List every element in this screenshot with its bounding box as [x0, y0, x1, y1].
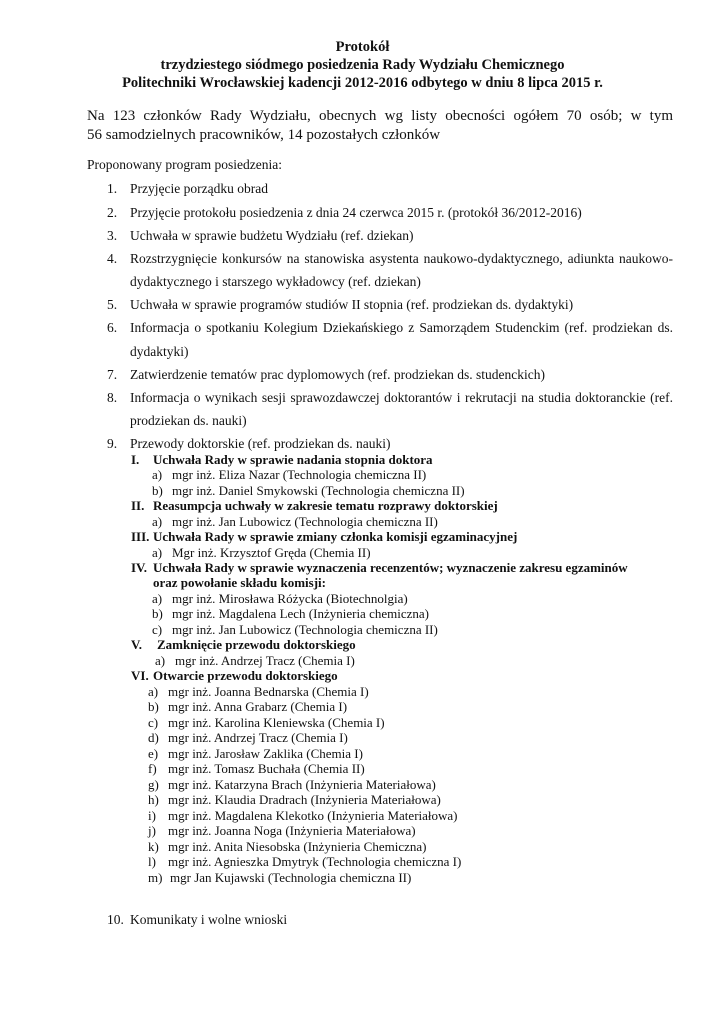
list-item: e) mgr inż. Jarosław Zaklika (Chemia I) — [148, 746, 363, 761]
item-number: 8. — [107, 390, 118, 405]
item-number: 4. — [107, 251, 118, 266]
list-item: f) mgr inż. Tomasz Buchała (Chemia II) — [148, 761, 365, 776]
item-text: Rozstrzygnięcie konkursów na stanowiska asystenta naukowo-dydaktycznego, adiunkta naukowo- — [130, 251, 673, 266]
item-number: 7. — [107, 367, 118, 382]
list-item: m) mgr Jan Kujawski (Technologia chemiczna II) — [148, 870, 412, 885]
document-title: Protokół — [335, 39, 390, 55]
section-title: Zamknięcie przewodu doktorskiego — [157, 637, 356, 652]
attendance-line-2: 56 samodzielnych pracowników, 14 pozostałych członków — [87, 127, 441, 143]
item-number: 2. — [107, 205, 118, 220]
item-text: dydaktycznego i starszego wykładowcy (ref. dziekan) — [130, 274, 421, 289]
section-title-continued: oraz powołanie składu komisji: — [153, 575, 326, 590]
program-label: Proponowany program posiedzenia: — [87, 157, 282, 172]
list-item: k) mgr inż. Anita Niesobska (Inżynieria Chemiczna) — [148, 839, 427, 854]
item-text: Uchwała w sprawie programów studiów II stopnia (ref. prodziekan ds. dydaktyki) — [130, 297, 574, 312]
item-text: prodziekan ds. nauki) — [130, 413, 247, 428]
list-item: b) mgr inż. Magdalena Lech (Inżynieria chemiczna) — [152, 606, 429, 621]
doctoral-section-4 — [131, 560, 628, 576]
list-item: g) mgr inż. Katarzyna Brach (Inżynieria Materiałowa) — [148, 777, 436, 792]
section-numeral: I. — [131, 452, 140, 467]
section-title: Otwarcie przewodu doktorskiego — [153, 668, 338, 683]
list-item: b) mgr inż. Daniel Smykowski (Technologia chemiczna II) — [152, 483, 465, 498]
list-item: h) mgr inż. Klaudia Dradrach (Inżynieria Materiałowa) — [148, 792, 441, 807]
item-text: Przyjęcie protokołu posiedzenia z dnia 24 czerwca 2015 r. (protokół 36/2012-2016) — [130, 205, 582, 220]
item-number: 6. — [107, 320, 118, 335]
list-item: c) mgr inż. Jan Lubowicz (Technologia chemiczna II) — [152, 622, 438, 637]
item-text: Przewody doktorskie (ref. prodziekan ds. nauki) — [130, 436, 391, 451]
item-number: 1. — [107, 181, 118, 196]
doctoral-section-5 — [131, 637, 356, 653]
list-item: c) mgr inż. Karolina Kleniewska (Chemia I) — [148, 715, 385, 730]
list-item: i) mgr inż. Magdalena Klekotko (Inżynieria Materiałowa) — [148, 808, 458, 823]
list-item: b) mgr inż. Anna Grabarz (Chemia I) — [148, 699, 348, 714]
document-subtitle: trzydziestego siódmego posiedzenia Rady Wydziału Chemicznego — [160, 57, 565, 73]
list-item: a) mgr inż. Andrzej Tracz (Chemia I) — [155, 653, 355, 668]
item-text: dydaktyki) — [130, 344, 189, 359]
item-text: Komunikaty i wolne wnioski — [130, 912, 288, 927]
list-item: d) mgr inż. Andrzej Tracz (Chemia I) — [148, 730, 348, 745]
doctoral-section-3 — [131, 529, 517, 545]
item-text: Uchwała w sprawie budżetu Wydziału (ref. dziekan) — [130, 228, 414, 243]
list-item: a) mgr inż. Eliza Nazar (Technologia chemiczna II) — [152, 467, 427, 482]
section-title: Uchwała Rady w sprawie zmiany członka komisji egzaminacyjnej — [153, 529, 518, 544]
doctoral-section-2 — [131, 498, 498, 514]
list-item: a) mgr inż. Jan Lubowicz (Technologia chemiczna II) — [152, 514, 438, 529]
list-item: j) mgr inż. Joanna Noga (Inżynieria Materiałowa) — [148, 823, 416, 838]
list-item: a) mgr inż. Joanna Bednarska (Chemia I) — [148, 684, 369, 699]
section-numeral: IV. — [131, 560, 148, 575]
list-item: a) Mgr inż. Krzysztof Gręda (Chemia II) — [152, 545, 371, 560]
section-numeral: III. — [131, 529, 150, 544]
section-title: Uchwała Rady w sprawie nadania stopnia doktora — [153, 452, 433, 467]
document-subtitle-2: Politechniki Wrocławskiej kadencji 2012-2016 odbytego w dniu 8 lipca 2015 r. — [122, 75, 603, 91]
section-numeral: VI. — [131, 668, 149, 683]
attendance-line-1: Na 123 członków Rady Wydziału, obecnych wg listy obecności ogółem 70 osób; w tym — [87, 108, 673, 124]
item-number: 9. — [107, 436, 118, 451]
item-number: 3. — [107, 228, 118, 243]
item-number: 5. — [107, 297, 118, 312]
section-title: Reasumpcja uchwały w zakresie tematu rozprawy doktorskiej — [153, 498, 498, 513]
list-item: l) mgr inż. Agnieszka Dmytryk (Technologia chemiczna I) — [148, 854, 462, 869]
doctoral-section-6 — [131, 668, 338, 684]
section-numeral: II. — [131, 498, 145, 513]
section-title: Uchwała Rady w sprawie wyznaczenia recenzentów; wyznaczenie zakresu egzaminów — [153, 560, 628, 575]
item-text: Przyjęcie porządku obrad — [130, 181, 268, 196]
list-item: a) mgr inż. Mirosława Różycka (Biotechnolgia) — [152, 591, 408, 606]
item-number: 10. — [107, 912, 124, 927]
item-text: Zatwierdzenie tematów prac dyplomowych (ref. prodziekan ds. studenckich) — [130, 367, 545, 382]
item-text: Informacja o spotkaniu Kolegium Dziekańskiego z Samorządem Studenckim (ref. prodziekan ds. — [130, 320, 673, 335]
doctoral-section-1 — [131, 452, 433, 468]
item-text: Informacja o wynikach sesji sprawozdawczej doktorantów i rekrutacji na studia doktoranckie (ref. — [130, 390, 673, 405]
section-numeral: V. — [131, 637, 142, 652]
